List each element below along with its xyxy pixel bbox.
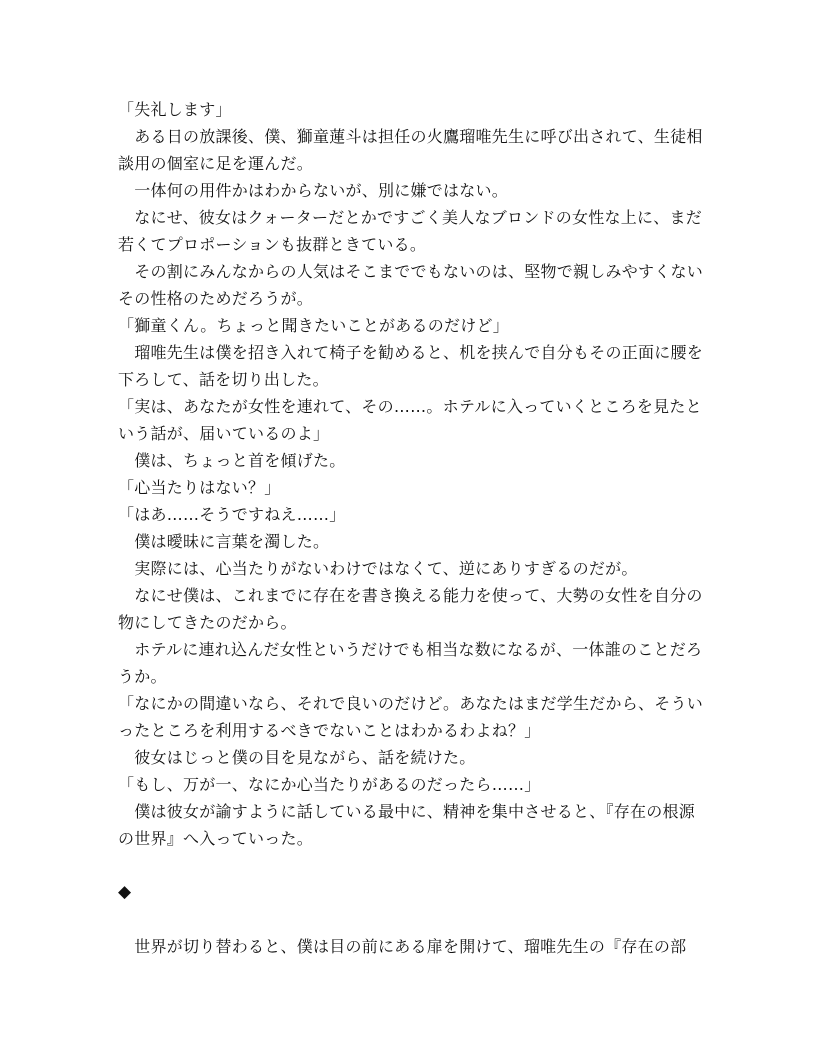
text-line: 実際には、心当たりがないわけではなくて、逆にありすぎるのだが。	[118, 559, 638, 578]
text-line: 一体何の用件かはわからないが、別に嫌ではない。	[118, 181, 509, 200]
body-text	[118, 96, 718, 852]
text-line: なにせ僕は、これまでに存在を書き換える能力を使って、大勢の女性を自分の	[118, 586, 703, 605]
document-page	[118, 96, 718, 960]
text-line: 僕は曖昧に言葉を濁した。	[118, 532, 330, 551]
text-line: 世界が切り替わると、僕は目の前にある扉を開けて、瑠唯先生の『存在の部	[118, 937, 687, 956]
text-line: 僕は、ちょっと首を傾げた。	[118, 451, 346, 470]
text-line: いう話が、届いているのよ」	[118, 424, 330, 443]
blank-line	[118, 852, 718, 879]
text-line: 「実は、あなたが女性を連れて、その……。ホテルに入っていくところを見たと	[118, 397, 702, 416]
text-line: 談用の個室に足を運んだ。	[118, 154, 314, 173]
text-line: 「なにかの間違いなら、それで良いのだけど。あなたはまだ学生だから、そうい	[118, 694, 704, 713]
text-line: 「心当たりはない？」	[118, 478, 281, 497]
text-line: 「失礼します」	[118, 100, 232, 119]
text-line: 僕は彼女が諭すように話している最中に、精神を集中させると、『存在の根源	[118, 802, 696, 821]
text-line: 「獅童くん。ちょっと聞きたいことがあるのだけど」	[118, 316, 509, 335]
text-line: 物にしてきたのだから。	[118, 613, 297, 632]
text-line: ホテルに連れ込んだ女性というだけでも相当な数になるが、一体誰のことだろ	[118, 640, 703, 659]
text-line: その割にみんなからの人気はそこまででもないのは、堅物で親しみやすくない	[118, 262, 704, 281]
text-line: ったところを利用するべきでないことはわかるわよね？」	[118, 721, 541, 740]
text-line: 下ろして、話を切り出した。	[118, 370, 329, 389]
blank-line	[118, 906, 718, 933]
text-line: うか。	[118, 667, 167, 686]
text-line: 瑠唯先生は僕を招き入れて椅子を勧めると、机を挟んで自分もその正面に腰を	[118, 343, 704, 362]
text-line: ある日の放課後、僕、獅童蓮斗は担任の火鷹瑠唯先生に呼び出されて、生徒相	[118, 127, 703, 146]
text-line: 若くてプロポーションも抜群ときている。	[118, 235, 427, 254]
text-line: 「はあ……そうですねえ……」	[118, 505, 346, 524]
text-line: 彼女はじっと僕の目を見ながら、話を続けた。	[118, 748, 476, 767]
text-line: なにせ、彼女はクォーターだとかですごく美人なブロンドの女性な上に、まだ	[118, 208, 703, 227]
text-line: その性格のためだろうが。	[118, 289, 314, 308]
text-line: の世界』へ入っていった。	[118, 829, 314, 848]
text-line: 「もし、万が一、なにか心当たりがあるのだったら……」	[118, 775, 541, 794]
section-separator-diamond: ◆	[118, 882, 132, 902]
